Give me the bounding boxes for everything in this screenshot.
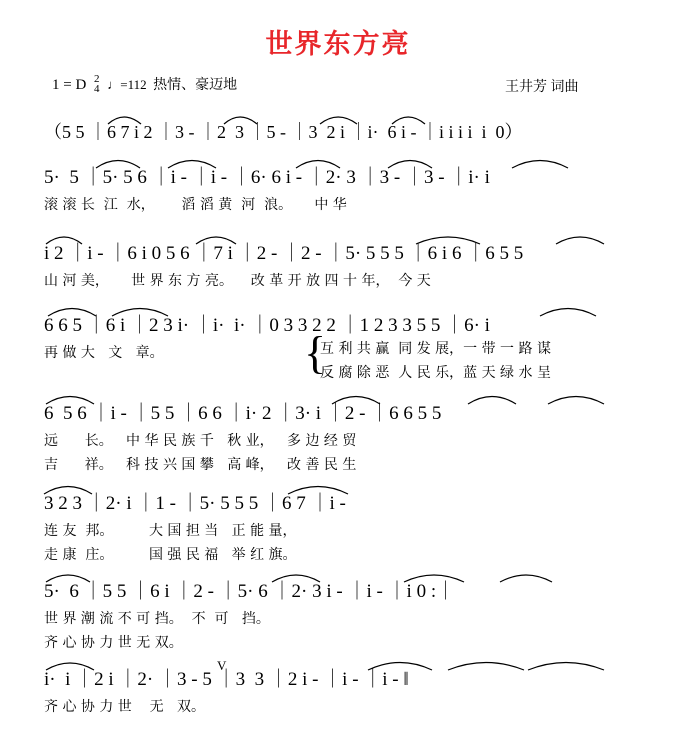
notes-line-3: 6 6 5 ｜6 i ｜2 3 i· ｜i· i· ｜0 3 3 2 2 ｜1 2 3 3 5 5 ｜6· i (44, 315, 490, 336)
lyrics-line-6-verse-2: 齐 心 协 力 世 无 双。 (44, 635, 183, 651)
lyrics-line-5-verse-2: 走 康 庄。 国 强 民 福 举 红 旗。 (44, 547, 297, 563)
notes-line-2: i 2 ｜i - ｜6 i 0 5 6 ｜7 i ｜2 - ｜2 - ｜5· 5 5 5 ｜6 i 6 ｜6 5 5 (44, 243, 524, 264)
lyrics-line-5-verse-1: 连 友 邦。 大 国 担 当 正 能 量， (44, 523, 297, 539)
page-title: 世界东方亮 (265, 29, 411, 60)
lyrics-line-3-a: 再 做 大 文 章。 (44, 345, 164, 361)
lyrics-line-7: 齐 心 协 力 世 无 双。 (44, 699, 205, 715)
key-signature: 1 = D (52, 77, 87, 93)
tempo-marking: =112 (120, 77, 147, 92)
lyrics-line-3-verse-1: 互 利 共 赢 同 发 展，一 带 一 路 谋 (320, 341, 551, 357)
lyrics-line-2: 山 河 美， 世 界 东 方 亮。 改 革 开 放 四 十 年， 今 天 (44, 273, 431, 289)
lyrics-line-4-verse-2: 吉 祥。 科 技 兴 国 攀 高 峰， 改 善 民 生 (44, 457, 357, 473)
composer-credit: 王井芳 词曲 (505, 80, 579, 95)
notes-intro: （5 5 ｜6 7 i 2 ｜3 - ｜2 3 ｜5 - ｜3 2 i ｜i· 6 i - ｜i i i i i 0） (44, 122, 523, 142)
lyrics-line-4-verse-1: 远 长。 中 华 民 族 千 秋 业， 多 边 经 贸 (44, 433, 357, 449)
quarter-note-icon: ♩ (107, 77, 121, 92)
lyrics-line-3-verse-2: 反 腐 除 恶 人 民 乐，蓝 天 绿 水 呈 (320, 365, 551, 381)
notes-line-1: 5· 5 ｜5· 5 6 ｜i - ｜i - ｜6· 6 i - ｜2· 3 ｜3 - ｜3 - ｜i· i (44, 167, 490, 188)
notes-line-4: 6 5 6 ｜i - ｜5 5 ｜6 6 ｜i· 2 ｜3· i ｜2 - ｜6 6 5 5 (44, 403, 442, 424)
time-signature: 2 4 (94, 73, 100, 95)
notes-line-5: 3 2 3 ｜2· i ｜1 - ｜5· 5 5 5 ｜6 7 ｜i - (44, 493, 346, 514)
vertical-stroke-icon: V (217, 658, 227, 673)
lyrics-line-1: 滚 滚 长 江 水， 滔 滔 黄 河 浪。 中 华 (44, 197, 347, 213)
notes-line-6: 5· 6 ｜5 5 ｜6 i ｜2 - ｜5· 6 ｜2· 3 i - ｜i - ｜i 0 :｜ (44, 581, 456, 602)
lyrics-line-6-verse-1: 世 界 潮 流 不 可 挡。 不 可 挡。 (44, 611, 270, 627)
verse-brace: { (304, 327, 327, 378)
notes-line-7: i· i ｜2 i ｜2· ｜3 - 5 ｜3 3 ｜2 i - ｜i - ｜i - ‖ (44, 669, 409, 690)
score-metadata-left (52, 74, 237, 94)
expression-marking: 热情、豪迈地 (153, 78, 238, 93)
